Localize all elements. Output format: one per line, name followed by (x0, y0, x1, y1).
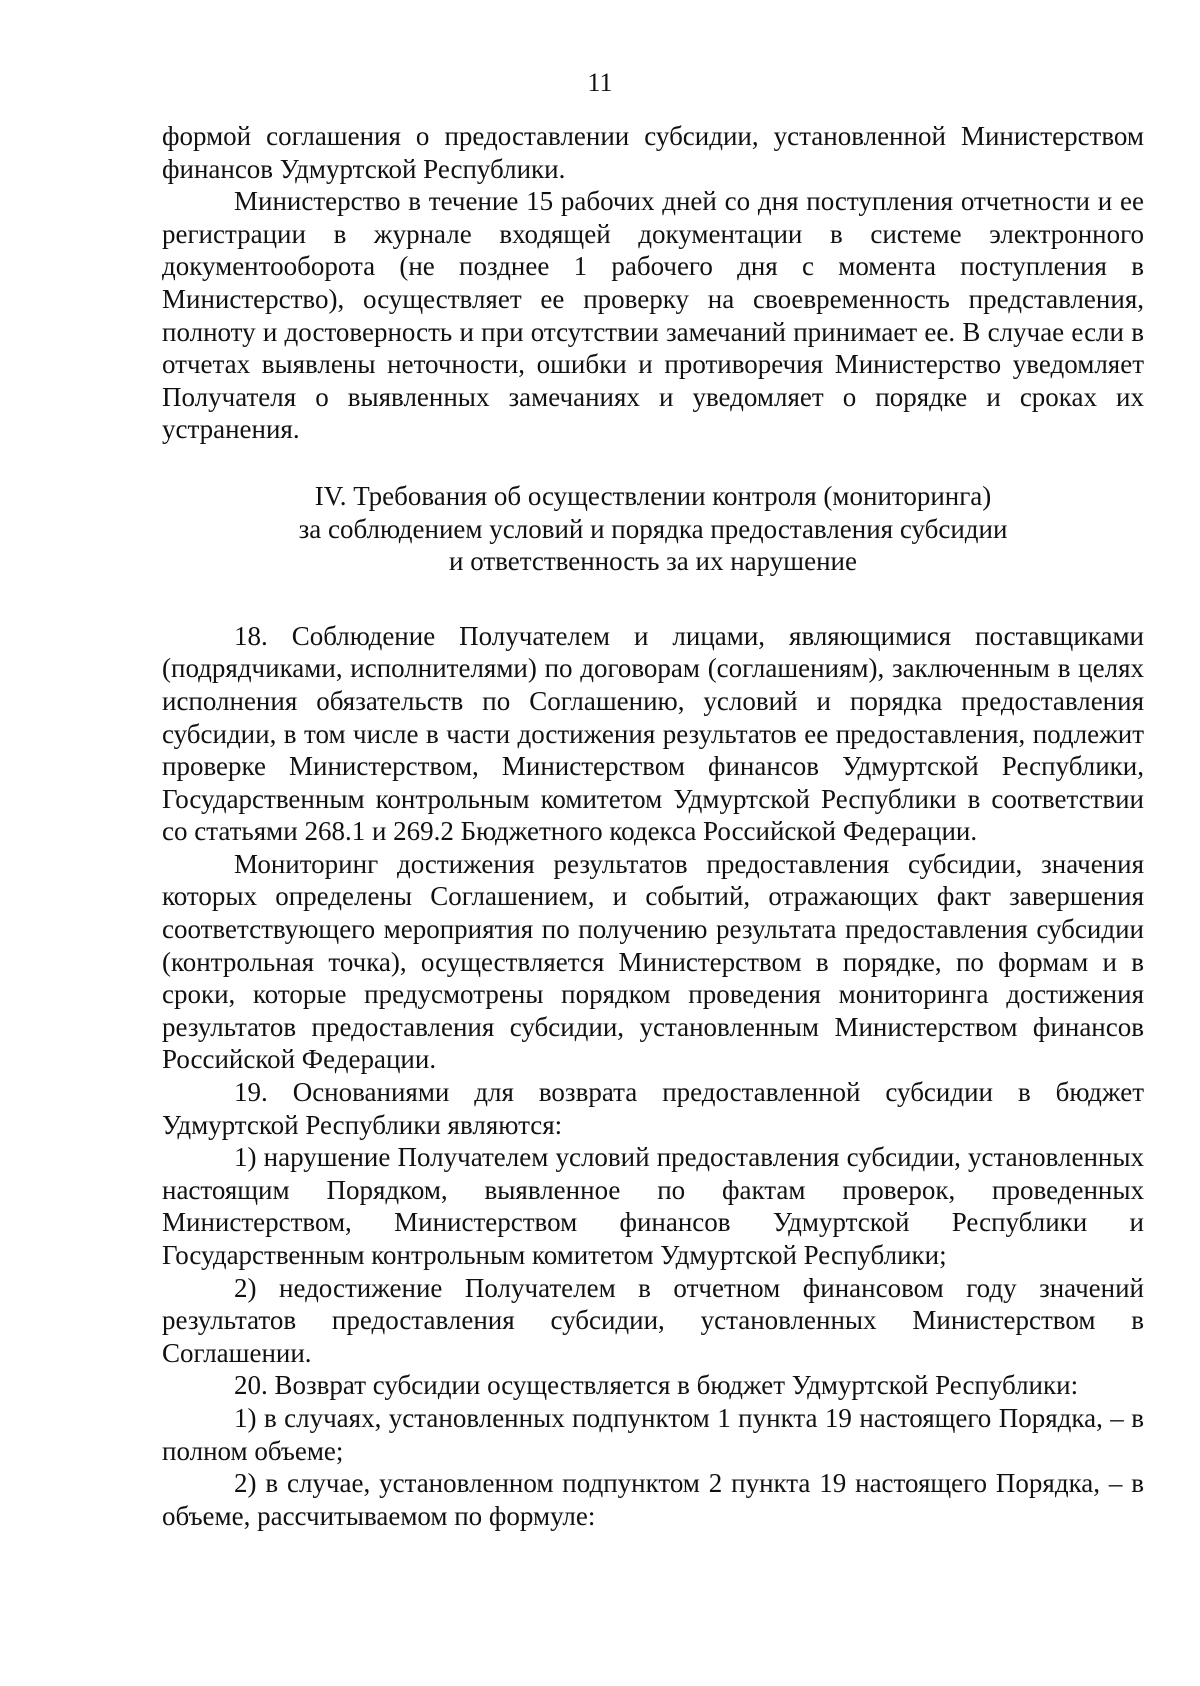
page-number: 11 (587, 68, 613, 97)
section-heading-line-2: за соблюдением условий и порядка предоставления субсидии (298, 513, 1008, 544)
paragraph-20-item-2: 2) в случае, установленном подпунктом 2 пункта 19 настоящего Порядка, – в объеме, рассчитываемом по формуле: (162, 1468, 1144, 1531)
section-heading (162, 480, 1144, 578)
paragraph-19: 19. Основаниями для возврата предоставленной субсидии в бюджет Удмуртской Республики являются: (162, 1077, 1144, 1140)
paragraph-19-item-2: 2) недостижение Получателем в отчетном финансовом году значений результатов предоставления субсидии, установленных Министерством в Соглашении. (162, 1272, 1144, 1368)
paragraph-ministry-review: Министерство в течение 15 рабочих дней со дня поступления отчетности и ее регистрации в журнале входящей документации в системе электронного документооборота (не позднее 1 рабочего дня с момента поступления в Министерство), осуществляет ее проверку на своевременность представления, полноту и достоверность и при отсутствии замечаний принимает ее. В случае если в отчетах выявлены неточности, ошибки и противоречия Министерство уведомляет Получателя о выявленных замечаниях и уведомляет о порядке и сроках их устранения. (162, 186, 1144, 445)
section-heading-line-1: IV. Требования об осуществлении контроля (мониторинга) (314, 480, 992, 511)
paragraph-continuation: формой соглашения о предоставлении субсидии, установленной Министерством финансов Удмуртской Республики. (162, 121, 1144, 184)
paragraph-monitoring: Мониторинг достижения результатов предоставления субсидии, значения которых определены Соглашением, и событий, отражающих факт завершения соответствующего мероприятия по получению результата предоставления субсидии (контрольная точка), осуществляется Министерством в порядке, по формам и в сроки, которые предусмотрены порядком проведения мониторинга достижения результатов предоставления субсидии, установленным Министерством финансов Российской Федерации. (162, 848, 1144, 1075)
paragraph-20: 20. Возврат субсидии осуществляется в бюджет Удмуртской Республики: (234, 1370, 1079, 1401)
paragraph-18: 18. Соблюдение Получателем и лицами, являющимися поставщиками (подрядчиками, исполнителями) по договорам (соглашениям), заключенным в целях исполнения обязательств по Соглашению, условий и порядка предоставления субсидии, в том числе в части достижения результатов ее предоставления, подлежит проверке Министерством, Министерством финансов Удмуртской Республики, Государственным контрольным комитетом Удмуртской Республики в соответствии со статьями 268.1 и 269.2 Бюджетного кодекса Российской Федерации. (162, 620, 1144, 847)
section-heading-line-3: и ответственность за их нарушение (449, 546, 857, 577)
paragraph-19-item-1: 1) нарушение Получателем условий предоставления субсидии, установленных настоящим Порядком, выявленное по фактам проверок, проведенных Министерством, Министерством финансов Удмуртской Республики и Государственным контрольным комитетом Удмуртской Республики; (162, 1142, 1144, 1270)
document-body (162, 120, 1144, 1532)
paragraph-20-item-1: 1) в случаях, установленных подпунктом 1 пункта 19 настоящего Порядка, – в полном объеме; (162, 1402, 1144, 1466)
